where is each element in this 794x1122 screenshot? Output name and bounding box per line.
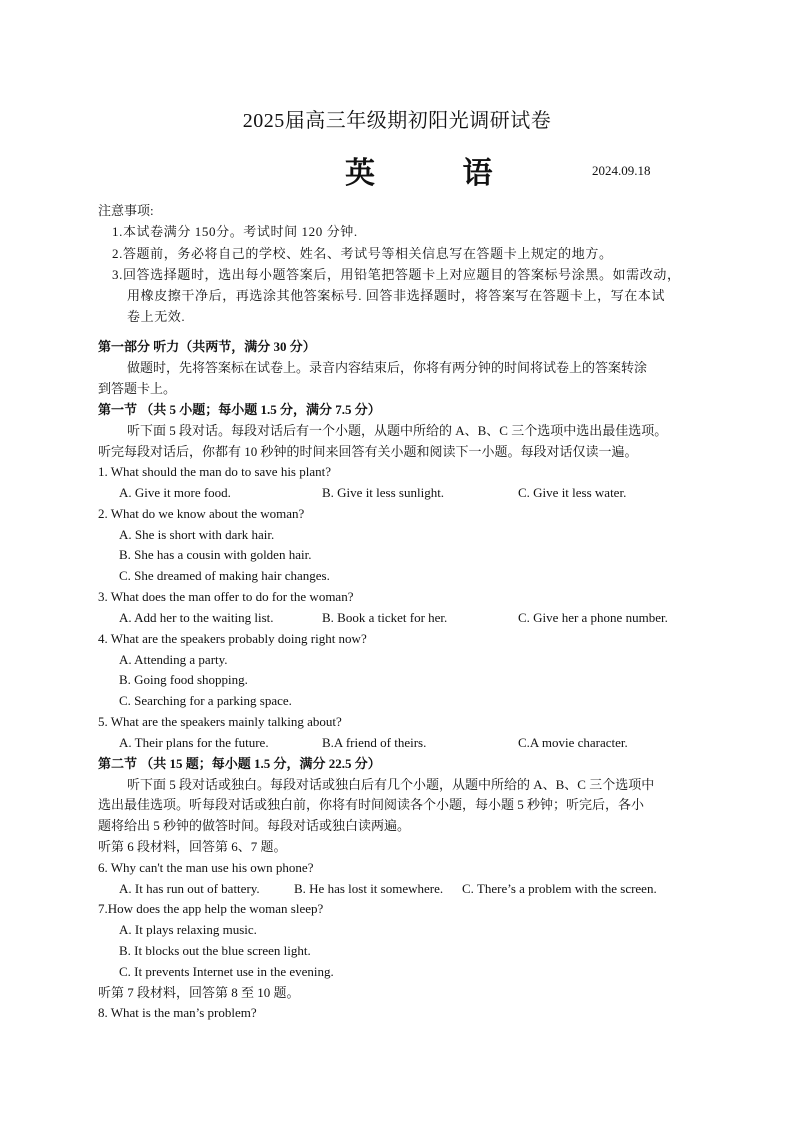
- option-a: A. Give it more food.: [119, 485, 231, 500]
- material-note: 听第 6 段材料，回答第 6、7 题。: [98, 839, 287, 854]
- option-a: A. Their plans for the future.: [119, 735, 269, 750]
- option-b: B. She has a cousin with golden hair.: [119, 547, 312, 562]
- part1-intro: 到答题卡上。: [98, 381, 177, 396]
- section2-instruction: 题将给出 5 秒钟的做答时间。每段对话或独白读两遍。: [98, 818, 411, 833]
- notice-item: 3.回答选择题时，选出每小题答案后，用铅笔把答题卡上对应题目的答案标号涂黑。如需改动，: [112, 267, 681, 282]
- option-b: B. He has lost it somewhere.: [294, 881, 444, 896]
- notice-item: 1.本试卷满分 150分。考试时间 120 分钟.: [112, 224, 358, 239]
- question-stem: 6. Why can't the man use his own phone?: [98, 860, 314, 875]
- question-stem: 5. What are the speakers mainly talking about?: [98, 714, 342, 729]
- exam-date: 2024.09.18: [592, 163, 651, 178]
- notice-item: 2.答题前，务必将自己的学校、姓名、考试号等相关信息写在答题卡上规定的地方。: [112, 246, 613, 261]
- notice-item: 用橡皮擦干净后，再选涂其他答案标号. 回答非选择题时，将答案写在答题卡上，写在本试: [127, 288, 666, 303]
- question-stem: 7.How does the app help the woman sleep?: [98, 901, 324, 916]
- notice-heading: 注意事项:: [98, 203, 154, 218]
- material-note: 听第 7 段材料，回答第 8 至 10 题。: [98, 985, 300, 1000]
- option-c: C. Searching for a parking space.: [119, 693, 292, 708]
- section1-instruction: 听下面 5 段对话。每段对话后有一个小题，从题中所给的 A、B、C 三个选项中选出最佳选项。: [127, 423, 668, 438]
- option-c: C. Give it less water.: [518, 485, 627, 500]
- exam-title: 2025届高三年级期初阳光调研试卷: [242, 110, 552, 132]
- section1-heading: 第一节 （共 5 小题；每小题 1.5 分，满分 7.5 分）: [98, 402, 381, 417]
- option-a: A. It has run out of battery.: [119, 881, 260, 896]
- option-c: C. Give her a phone number.: [518, 610, 668, 625]
- option-a: A. She is short with dark hair.: [119, 527, 275, 542]
- option-c: C. She dreamed of making hair changes.: [119, 568, 330, 583]
- notice-item: 卷上无效.: [127, 309, 186, 324]
- part1-intro: 做题时，先将答案标在试卷上。录音内容结束后，你将有两分钟的时间将试卷上的答案转涂: [127, 360, 648, 375]
- option-c: C. It prevents Internet use in the evening.: [119, 964, 334, 979]
- section2-heading: 第二节 （共 15 题；每小题 1.5 分，满分 22.5 分）: [98, 756, 381, 771]
- option-b: B. Going food shopping.: [119, 672, 248, 687]
- option-c: C.A movie character.: [518, 735, 628, 750]
- question-stem: 2. What do we know about the woman?: [98, 506, 305, 521]
- option-b: B. Book a ticket for her.: [322, 610, 448, 625]
- section2-instruction: 听下面 5 段对话或独白。每段对话或独白后有几个小题，从题中所给的 A、B、C 三个选项中: [127, 777, 655, 792]
- option-a: A. Add her to the waiting list.: [119, 610, 274, 625]
- question-stem: 3. What does the man offer to do for the woman?: [98, 589, 354, 604]
- question-stem: 8. What is the man’s problem?: [98, 1005, 257, 1020]
- section1-instruction: 听完每段对话后，你都有 10 秒钟的时间来回答有关小题和阅读下一小题。每段对话仅读一遍。: [98, 444, 638, 459]
- subject-title: 英 语: [345, 157, 533, 190]
- question-stem: 4. What are the speakers probably doing right now?: [98, 631, 367, 646]
- option-a: A. It plays relaxing music.: [119, 922, 257, 937]
- question-stem: 1. What should the man do to save his plant?: [98, 464, 331, 479]
- option-b: B.A friend of theirs.: [322, 735, 427, 750]
- option-a: A. Attending a party.: [119, 652, 228, 667]
- option-b: B. It blocks out the blue screen light.: [119, 943, 311, 958]
- option-b: B. Give it less sunlight.: [322, 485, 445, 500]
- option-c: C. There’s a problem with the screen.: [462, 881, 657, 896]
- section2-instruction: 选出最佳选项。听每段对话或独白前，你将有时间阅读各个小题，每小题 5 秒钟；听完后，各小: [98, 797, 645, 812]
- part1-heading: 第一部分 听力（共两节，满分 30 分）: [98, 339, 316, 354]
